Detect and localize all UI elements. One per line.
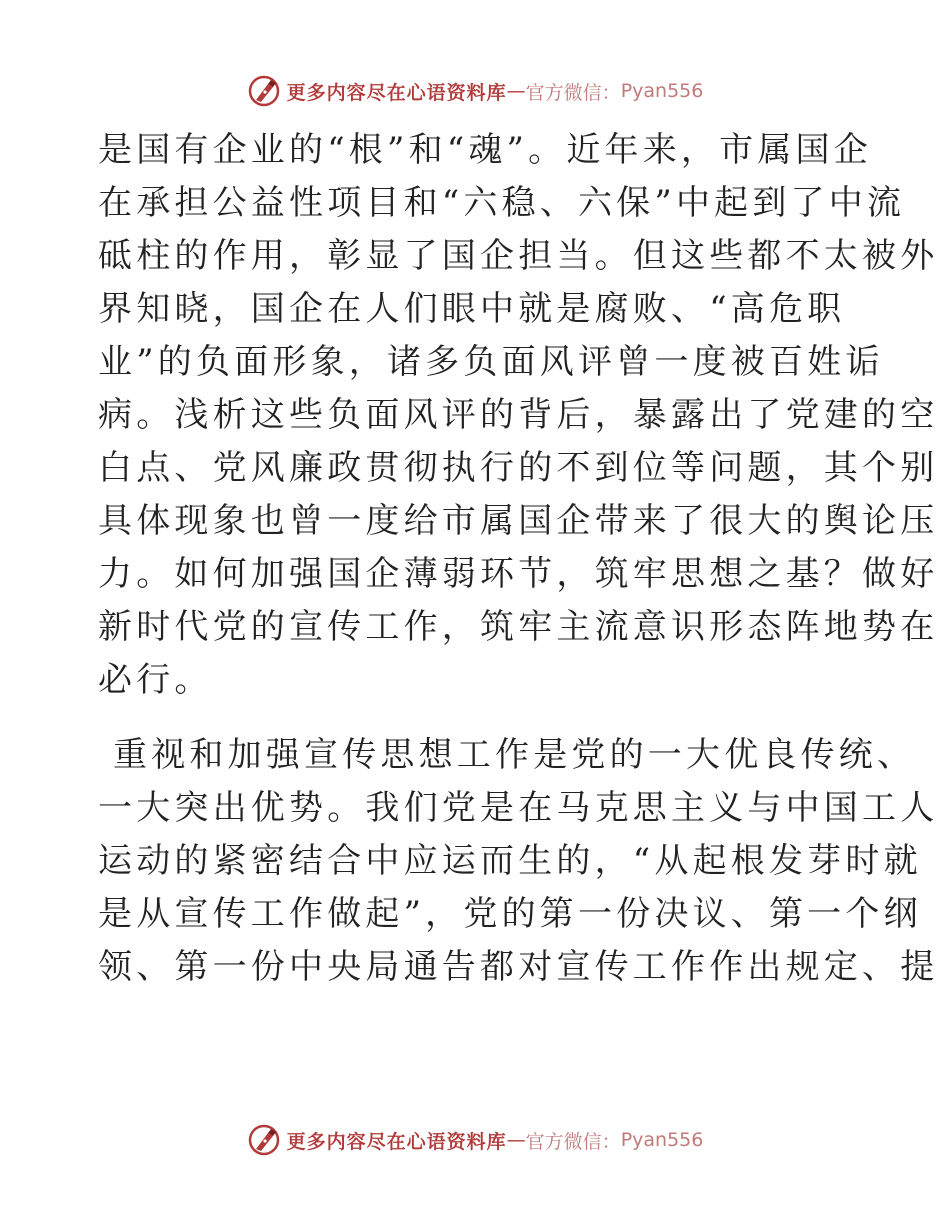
text-line: 运动的紧密结合中应运而生的，“从起根发芽时就 bbox=[98, 841, 922, 881]
text-line: 重视和加强宣传思想工作是党的一大优良传统、 bbox=[98, 735, 916, 775]
paragraph-2 bbox=[98, 729, 939, 994]
article-body bbox=[98, 124, 939, 994]
text-line: 力。如何加强国企薄弱环节，筑牢思想之基？做好 bbox=[98, 554, 939, 594]
banner-brand-text: 更多内容尽在心语资料库 bbox=[286, 81, 507, 104]
paragraph-spacer bbox=[98, 707, 853, 729]
text-line: 是从宣传工作做起”，党的第一份决议、第一个纲 bbox=[98, 894, 922, 934]
text-line: 界知晓，国企在人们眼中就是腐败、“高危职 bbox=[98, 289, 846, 329]
banner-wechat-id: Pyan556 bbox=[620, 1129, 704, 1151]
footer-banner bbox=[0, 1120, 950, 1160]
text-line: 砥柱的作用，彰显了国企担当。但这些都不太被外 bbox=[98, 236, 939, 276]
header-banner bbox=[0, 71, 950, 111]
banner-separator: — bbox=[506, 1129, 526, 1151]
text-line: 具体现象也曾一度给市属国企带来了很大的舆论压 bbox=[98, 501, 939, 541]
text-line: 新时代党的宣传工作，筑牢主流意识形态阵地势在 bbox=[98, 607, 939, 647]
text-line: 业”的负面形象，诸多负面风评曾一度被百姓诟 bbox=[98, 342, 884, 382]
banner-wechat-id: Pyan556 bbox=[620, 80, 704, 102]
text-line: 一大突出优势。我们党是在马克思主义与中国工人 bbox=[98, 788, 939, 828]
text-line: 是国有企业的“根”和“魂”。近年来，市属国企 bbox=[98, 130, 872, 170]
banner-separator: — bbox=[506, 80, 526, 102]
text-line: 领、第一份中央局通告都对宣传工作作出规定、提 bbox=[98, 947, 939, 987]
text-line: 白点、党风廉政贯彻执行的不到位等问题，其个别 bbox=[98, 448, 939, 488]
text-line: 在承担公益性项目和“六稳、六保”中起到了中流 bbox=[98, 183, 906, 223]
banner-brand-text: 更多内容尽在心语资料库 bbox=[286, 1130, 507, 1153]
paragraph-1 bbox=[98, 124, 939, 707]
banner-wechat-label: 官方微信： bbox=[525, 1130, 621, 1153]
text-line: 必行。 bbox=[98, 660, 213, 700]
text-line: 病。浅析这些负面风评的背后，暴露出了党建的空 bbox=[98, 395, 939, 435]
pen-nib-logo-icon bbox=[247, 74, 281, 108]
banner-wechat-label: 官方微信： bbox=[525, 81, 621, 104]
pen-nib-logo-icon bbox=[247, 1123, 281, 1157]
